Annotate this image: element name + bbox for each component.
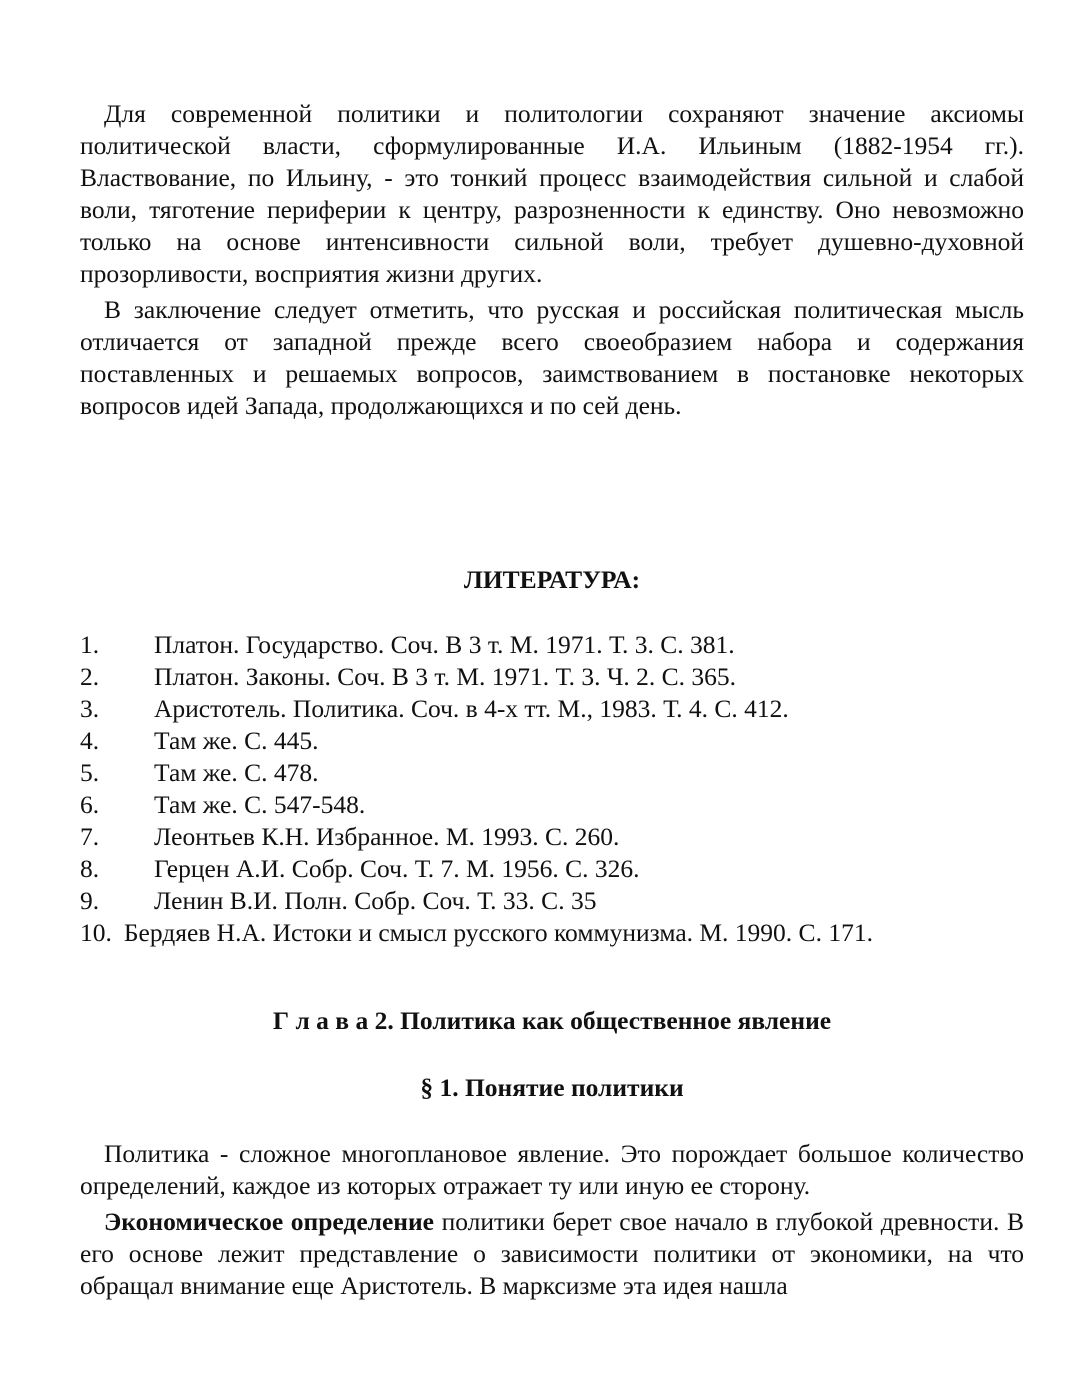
reference-text: Аристотель. Политика. Соч. в 4-х тт. М., 1983. Т. 4. С. 412. bbox=[154, 694, 789, 723]
reference-text: Платон. Законы. Соч. В 3 т. М. 1971. Т. 3. Ч. 2. С. 365. bbox=[154, 662, 737, 691]
economic-definition-text: политики берет свое начало в глубокой древности. В его основе лежит представление о зависимости политики от экономики, на что обращал внимание еще Аристотель. В марксизме эта идея нашла bbox=[80, 1207, 1024, 1300]
paragraph-economic-definition bbox=[80, 1206, 1024, 1302]
reference-text: Там же. С. 445. bbox=[154, 726, 319, 755]
list-item bbox=[80, 661, 1024, 693]
reference-number: 4. bbox=[80, 726, 100, 755]
economic-definition-term: Экономическое определение bbox=[104, 1207, 434, 1236]
paragraph-conclusion: В заключение следует отметить, что русская и российская политическая мысль отличается от западной прежде всего своеобразием набора и содержания поставленных и решаемых вопросов, заимствованием в постановке некоторых вопросов идей Запада, продолжающихся и по сей день. bbox=[80, 295, 1024, 420]
reference-number: 5. bbox=[80, 758, 100, 787]
list-item bbox=[80, 789, 1024, 821]
list-item bbox=[80, 917, 1024, 949]
reference-list bbox=[80, 629, 1024, 949]
reference-text: Леонтьев К.Н. Избранное. М. 1993. С. 260. bbox=[154, 822, 620, 851]
reference-number: 6. bbox=[80, 790, 100, 819]
reference-text: Платон. Государство. Соч. В 3 т. М. 1971. Т. 3. С. 381. bbox=[154, 630, 735, 659]
reference-number: 8. bbox=[80, 854, 100, 883]
reference-text: Там же. С. 547-548. bbox=[154, 790, 366, 819]
document-page bbox=[80, 98, 1024, 1302]
reference-number: 9. bbox=[80, 886, 100, 915]
list-item bbox=[80, 885, 1024, 917]
list-item bbox=[80, 693, 1024, 725]
reference-number: 10. bbox=[80, 918, 112, 947]
section-title: § 1. Понятие политики bbox=[420, 1073, 684, 1102]
reference-text: Герцен А.И. Собр. Соч. Т. 7. М. 1956. С. 326. bbox=[154, 854, 640, 883]
reference-text: Ленин В.И. Полн. Собр. Соч. Т. 33. С. 35 bbox=[154, 886, 597, 915]
list-item bbox=[80, 757, 1024, 789]
reference-text: Бердяев Н.А. Истоки и смысл русского коммунизма. М. 1990. С. 171. bbox=[123, 918, 873, 947]
paragraph-politics-definition: Политика - сложное многоплановое явление. Это порождает большое количество определений, каждое из которых отражает ту или иную ее сторону. bbox=[80, 1139, 1024, 1200]
list-item bbox=[80, 629, 1024, 661]
reference-number: 7. bbox=[80, 822, 100, 851]
chapter-title: Г л а в а 2. Политика как общественное явление bbox=[272, 1006, 832, 1035]
list-item bbox=[80, 853, 1024, 885]
reference-number: 3. bbox=[80, 694, 100, 723]
reference-number: 1. bbox=[80, 630, 100, 659]
list-item bbox=[80, 725, 1024, 757]
reference-number: 2. bbox=[80, 662, 100, 691]
list-item bbox=[80, 821, 1024, 853]
paragraph-ilyin-axioms: Для современной политики и политологии сохраняют значение аксиомы политической власти, сформулированные И.А. Ильиным (1882-1954 гг.). Властвование, по Ильину, - это тонкий процесс взаимодействия сильной и слабой воли, тяготение периферии к центру, разрозненности к единству. Оно невозможно только на основе интенсивности сильной воли, требует душевно-духовной прозорливости, восприятия жизни других. bbox=[80, 99, 1024, 288]
reference-text: Там же. С. 478. bbox=[154, 758, 319, 787]
literature-heading: ЛИТЕРАТУРА: bbox=[463, 565, 641, 594]
